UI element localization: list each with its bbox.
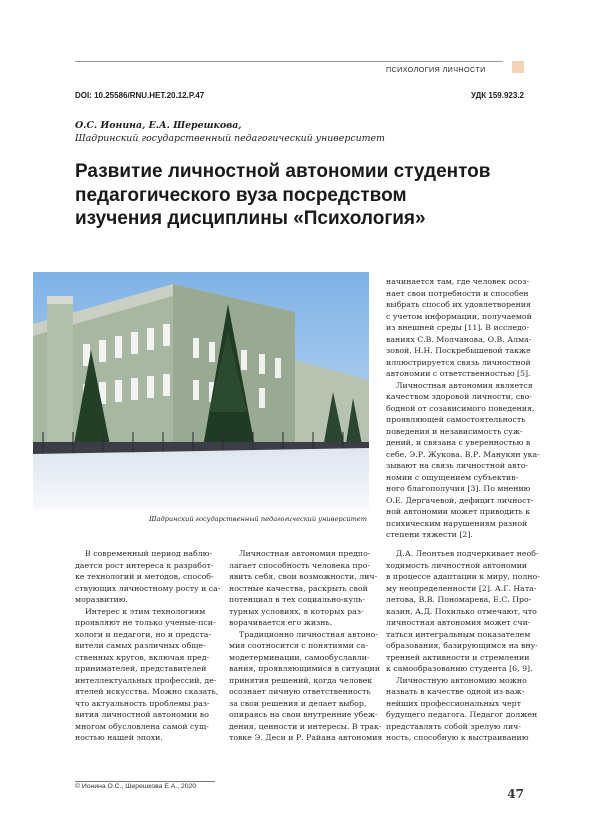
text-line: бодной от созависимого поведения, <box>386 403 535 413</box>
text-line: вители самых различных обще- <box>75 641 206 650</box>
text-line: ственных кругов, включая пред- <box>75 652 210 662</box>
text-line: летова, В.В. Пономарева, Е.С. Про- <box>386 595 532 604</box>
text-line: многом обусловлена самой сущ- <box>75 721 209 731</box>
title-line: изучения дисциплины «Психология» <box>75 208 426 229</box>
text-line: номии с ощущением субъектив- <box>386 472 519 482</box>
header-rule <box>75 61 503 62</box>
text-line: Личностную автономию можно <box>396 675 527 685</box>
text-line: Д.А. Леонтьев подчеркивает необ- <box>396 549 539 558</box>
text-line: моразвитию. <box>75 595 129 604</box>
text-line: дения, ценности и интересы. В трак- <box>229 721 382 731</box>
text-line: нает свои потребности и способен <box>386 288 529 298</box>
text-line: ятелей искусства. Можно сказать, <box>75 687 219 696</box>
text-line: ваниях С.В. Молчанова, О.В. Алма- <box>386 334 532 344</box>
text-line: за свои решения и делает выбор, <box>229 698 367 708</box>
text-line: Традиционно личностная автоно- <box>239 629 378 639</box>
text-line: лагает способность человека про- <box>229 560 370 570</box>
text-line: товке Э. Деси и Р. Райана автономия <box>229 733 383 742</box>
photo-caption: Шадринский государственный педагогический университет <box>149 515 367 523</box>
text-line: иллюстрируется связь личностной <box>386 357 531 367</box>
text-line: ностные качества, раскрыть свой <box>229 583 368 593</box>
title-line: Развитие личностной автономии студентов <box>75 161 491 182</box>
text-line: представлять собой зрелую лич- <box>386 721 521 731</box>
title-line: педагогического вуза посредством <box>75 184 407 206</box>
text-line: таться интегральным показателем <box>386 629 531 639</box>
text-line: в процессе адаптации к миру, полно- <box>386 572 540 581</box>
text-line: ходимость личностной автономии <box>386 560 528 570</box>
text-line: принятия решений, когда человек <box>229 675 373 685</box>
text-line: нейших профессиональных черт <box>386 698 521 708</box>
text-line: психическим нарушениям разной <box>386 518 528 528</box>
text-line: Личностная автономия предпо- <box>239 549 371 558</box>
text-line: осознает личную ответственность <box>229 687 371 696</box>
text-line: дается рост интереса к разработ- <box>75 560 214 570</box>
text-line: тренней активности и стремлении <box>386 652 530 662</box>
doi: DOI: 10.25586/RNU.HET.20.12.P.47 <box>75 91 205 100</box>
text-line: личностная автономия может счи- <box>386 618 531 627</box>
udk: УДК 159.923.2 <box>471 91 524 100</box>
text-line: из внешней среды [11]. В исследо- <box>386 323 530 332</box>
text-line: зывают на связь личностной авто- <box>386 461 529 470</box>
text-line: качеством здоровой личности, сво- <box>386 392 532 401</box>
text-line: интеллектуальных профессий, де- <box>75 675 217 685</box>
text-line: вития личностной автономии во <box>75 710 209 719</box>
text-column-right-top <box>386 276 540 541</box>
text-line: поведения и независимость суж- <box>386 426 523 436</box>
text-line: себе. Э.Р. Жукова, В.Р. Манукян ука- <box>386 449 540 459</box>
text-line: О.Е. Дергачевой, дефицит личност- <box>386 495 534 505</box>
footer-rule <box>75 781 215 782</box>
text-line: степени тяжести [2]. <box>386 530 473 539</box>
text-column-1 <box>75 548 221 744</box>
text-column-2 <box>229 548 383 744</box>
copyright: © Ионина О.С., Шерешкова Е.А., 2020 <box>75 783 197 790</box>
text-line: проявляющей самостоятельность <box>386 415 526 424</box>
text-line: ностью нашей эпохи. <box>75 733 163 742</box>
text-column-3 <box>386 548 540 744</box>
text-line: выбрать способ их удовлетворения <box>386 300 531 309</box>
text-line: будущего педагога. Педагог должен <box>386 710 538 719</box>
text-line: ке технологий и методов, способ- <box>75 572 214 581</box>
authors: О.С. Ионина, Е.А. Шерешкова, <box>75 120 242 131</box>
text-line: явить себя, свои возможности, лич- <box>229 572 378 581</box>
university-photo <box>33 272 369 509</box>
text-line: потенциал в тех социально-куль- <box>229 595 365 604</box>
text-line: ворачивается его жизнь. <box>229 618 333 627</box>
text-line: что актуальность проблемы раз- <box>75 698 210 708</box>
section-label: ПСИХОЛОГИЯ ЛИЧНОСТИ <box>386 65 486 74</box>
text-line: ного благополучия [3]. По мнению <box>386 484 531 493</box>
text-line: опираясь на свои внутренние убеж- <box>229 710 378 719</box>
text-line: автономии с ответственностью [5]. <box>386 369 531 378</box>
affiliation: Шадринский государственный педагогический университет <box>75 133 385 144</box>
text-line: проявляют не только ученые-пси- <box>75 618 216 627</box>
text-line: ность, способную к выстраиванию <box>386 733 529 742</box>
text-line: назвать в качестве одной из важ- <box>386 687 525 696</box>
text-line: ной автономии может приводить к <box>386 507 531 516</box>
text-line: вания, проявляющимися в ситуации <box>229 664 381 673</box>
text-line: зовой, Н.Н. Поскребышевой также <box>386 346 531 355</box>
text-line: к самообразованию студента [6, 9]. <box>386 664 533 673</box>
article-title <box>75 160 505 231</box>
text-line: му неопределенности [2]. А.Г. Ната- <box>386 583 537 593</box>
text-line: В современный период наблю- <box>85 549 213 558</box>
text-line: казин, А.Д. Похилько отмечают, что <box>386 606 537 616</box>
text-line: образования, базирующимся на вну- <box>386 641 538 650</box>
text-line: турных условиях, в которых раз- <box>229 606 364 616</box>
text-line: Интерес к этим технологиям <box>85 606 206 616</box>
text-line: Личностная автономия является <box>396 380 533 390</box>
text-line: модетерминации, самообуславли- <box>229 652 370 662</box>
text-line: хологи и педагоги, но и предста- <box>75 629 212 639</box>
text-line: ствующих личностному росту и са- <box>75 583 221 593</box>
text-line: дений, и связана с уверенностью в <box>386 438 531 447</box>
text-line: с учетом информации, получаемой <box>386 311 532 321</box>
text-line: начинается там, где человек осоз- <box>386 277 530 286</box>
section-marker <box>512 61 524 73</box>
text-line: принимателей, представителей <box>75 664 207 673</box>
page-number: 47 <box>507 787 524 801</box>
text-line: мия соотносится с понятиями са- <box>229 641 368 650</box>
